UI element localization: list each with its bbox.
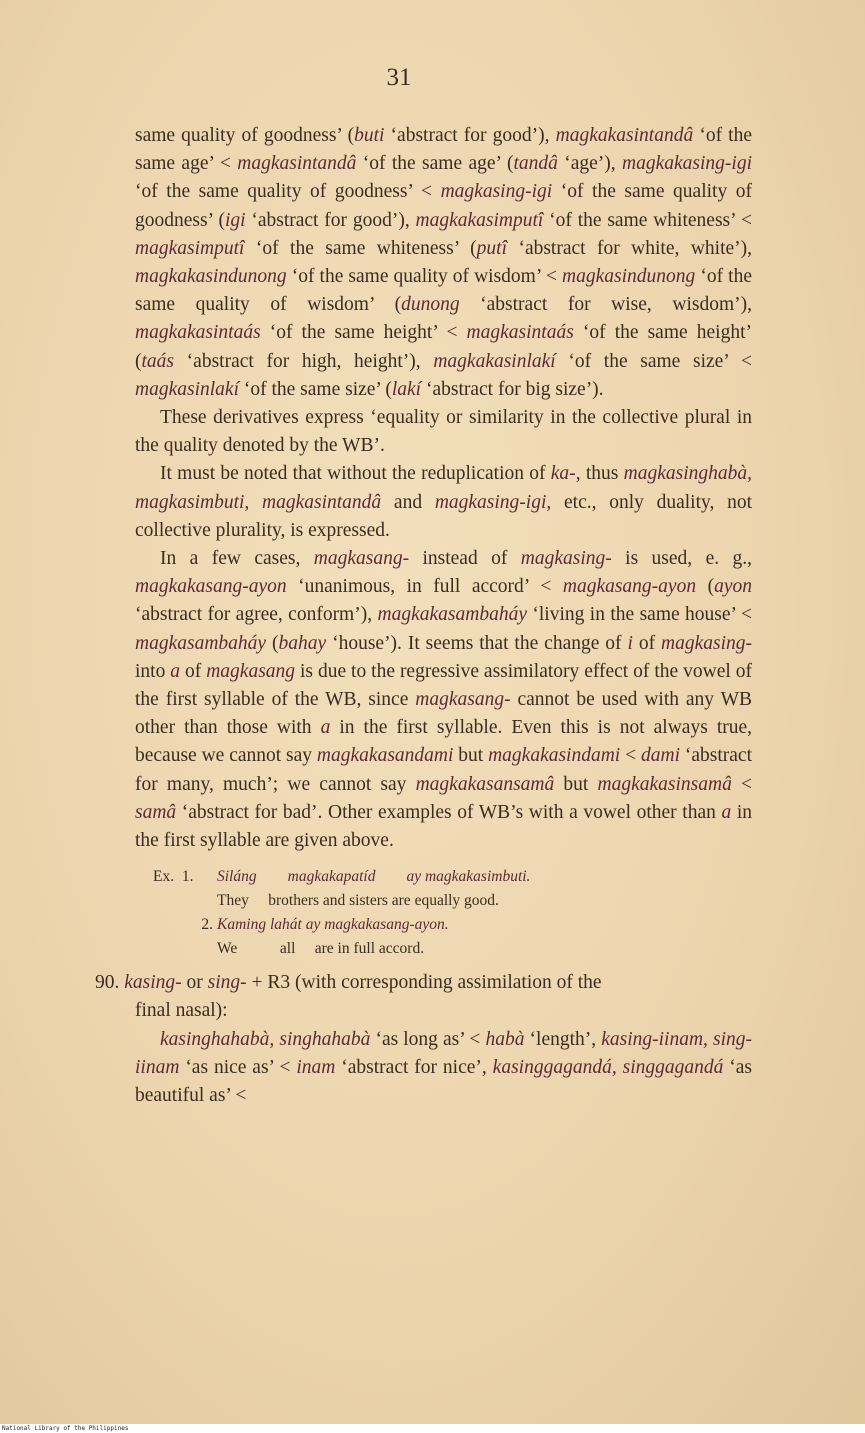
- section-heading-cont: final nasal):: [135, 1000, 228, 1022]
- example-gloss: We all are in full accord.: [217, 940, 425, 958]
- page-number: 31: [386, 64, 412, 91]
- paragraph-2: These derivatives express ‘equality or similarity in the collective plural in the quality denoted by the WB’.: [135, 407, 752, 457]
- examples-block: [153, 865, 752, 961]
- footer-credit: National Library of the Philippines: [0, 1424, 865, 1433]
- paragraph-3: It must be noted that without the reduplication of ka-, thus magkasinghabà, magkasimbuti, magkasintandâ and magkasing-igi, etc., only duality, not collective plurality, is expressed.: [135, 463, 753, 541]
- example-2: [153, 913, 752, 937]
- example-text: Siláng magkakapatíd ay magkakasimbuti.: [217, 868, 531, 886]
- example-1: [153, 865, 752, 889]
- section-body: kasinghahabà, singhahabà ‘as long as’ < habà ‘length’, kasing-iinam, sing-iinam ‘as nice as’ < inam ‘abstract for nice’, kasinggagandá, singgagandá ‘as beautiful as’ <: [135, 1028, 752, 1107]
- paragraph-1: same quality of goodness’ (buti ‘abstract for good’), magkakasintandâ ‘of the same age’ < magkasintandâ ‘of the same age’ (tandâ ‘age’), magkakasing-igi ‘of the same quality of goodness’ < magkasing-igi ‘of the same quality of goodness’ (igi ‘abstract for good’), magkakasimputî ‘of the same whiteness’ < magkasimputî ‘of the same whiteness’ (putî ‘abstract for white, white’), magkakasindunong ‘of the same quality of wisdom’ < magkasindunong ‘of the same quality of wisdom’ (dunong ‘abstract for wise, wisdom’), magkakasintaás ‘of the same height’ < magkasintaás ‘of the same height’ (taás ‘abstract for high, height’), magkakasinlakí ‘of the same size’ < magkasinlakí ‘of the same size’ (lakí ‘abstract for big size’).: [135, 125, 753, 400]
- example-label: 2.: [201, 916, 213, 934]
- example-label: Ex. 1.: [153, 868, 194, 886]
- section-90: [95, 969, 752, 1110]
- example-text: Kaming lahát ay magkakasang-ayon.: [217, 916, 449, 934]
- section-heading: 90. kasing- or sing- + R3 (with corresponding assimilation of the: [95, 972, 602, 994]
- paragraph-4: In a few cases, magkasang- instead of magkasing- is used, e. g., magkakasang-ayon ‘unanimous, in full accord’ < magkasang-ayon (ayon ‘abstract for agree, conform’), magkakasambaháy ‘living in the same house’ < magkasambaháy (bahay ‘house’). It seems that the change of i of magkasing- into a of magkasang is due to the regressive assimilatory effect of the vowel of the first syllable of the WB, since magkasang- cannot be used with any WB other than those with a in the first syllable. Even this is not always true, because we cannot say magkakasandami but magkakasindami < dami ‘abstract for many, much’; we cannot say magkakasansamâ but magkakasinsamâ < samâ ‘abstract for bad’. Other examples of WB’s with a vowel other than a in the first syllable are given above.: [135, 548, 753, 852]
- example-gloss: They brothers and sisters are equally good.: [217, 892, 499, 910]
- body-text: [95, 122, 753, 1110]
